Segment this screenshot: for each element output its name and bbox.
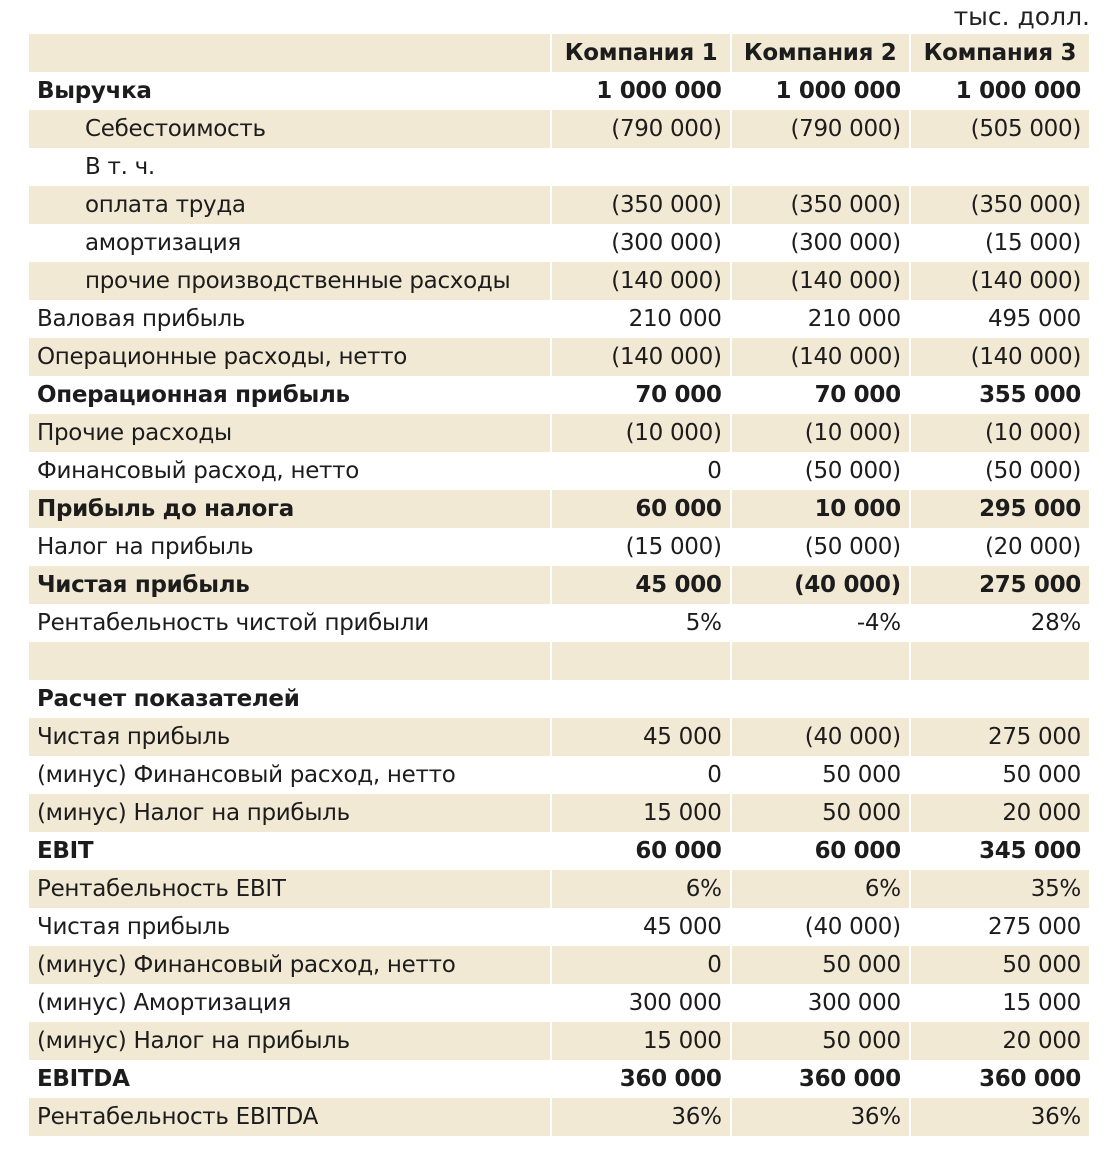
- value-company-1: 360 000: [551, 1060, 730, 1098]
- table-row: [29, 224, 1089, 262]
- value-company-3: (140 000): [910, 338, 1089, 376]
- value-company-1: 70 000: [551, 376, 730, 414]
- value-company-1: 0: [551, 452, 730, 490]
- value-company-2: [731, 642, 910, 680]
- row-label: оплата труда: [29, 186, 551, 224]
- value-company-3: 345 000: [910, 832, 1089, 870]
- value-company-3: [910, 642, 1089, 680]
- table-row: [29, 1060, 1089, 1098]
- value-company-2: 36%: [731, 1098, 910, 1136]
- table-row: [29, 566, 1089, 604]
- table-row: [29, 1098, 1089, 1136]
- row-label: Прочие расходы: [29, 414, 551, 452]
- column-header-company-1: Компания 1: [551, 34, 730, 72]
- row-label: (минус) Финансовый расход, нетто: [29, 756, 551, 794]
- column-header-company-2: Компания 2: [731, 34, 910, 72]
- value-company-3: (10 000): [910, 414, 1089, 452]
- row-label: (минус) Налог на прибыль: [29, 1022, 551, 1060]
- row-label: Расчет показателей: [29, 680, 551, 718]
- value-company-2: 50 000: [731, 794, 910, 832]
- value-company-3: 35%: [910, 870, 1089, 908]
- table-row: [29, 984, 1089, 1022]
- row-label: Валовая прибыль: [29, 300, 551, 338]
- value-company-2: (10 000): [731, 414, 910, 452]
- value-company-1: 210 000: [551, 300, 730, 338]
- value-company-1: 60 000: [551, 832, 730, 870]
- row-label: Финансовый расход, нетто: [29, 452, 551, 490]
- value-company-3: 275 000: [910, 718, 1089, 756]
- value-company-3: (50 000): [910, 452, 1089, 490]
- row-label: Выручка: [29, 72, 551, 110]
- value-company-2: 50 000: [731, 946, 910, 984]
- table-row: [29, 1022, 1089, 1060]
- header-empty-cell: [29, 34, 551, 72]
- table-row: [29, 376, 1089, 414]
- value-company-1: 15 000: [551, 1022, 730, 1060]
- value-company-3: (15 000): [910, 224, 1089, 262]
- table-row: [29, 794, 1089, 832]
- row-label: Рентабельность EBITDA: [29, 1098, 551, 1136]
- value-company-3: (350 000): [910, 186, 1089, 224]
- value-company-1: (300 000): [551, 224, 730, 262]
- table-row: [29, 604, 1089, 642]
- table-row: [29, 680, 1089, 718]
- value-company-2: 1 000 000: [731, 72, 910, 110]
- table-row: [29, 642, 1089, 680]
- value-company-3: 295 000: [910, 490, 1089, 528]
- row-label: амортизация: [29, 224, 551, 262]
- row-label: (минус) Налог на прибыль: [29, 794, 551, 832]
- value-company-3: 355 000: [910, 376, 1089, 414]
- table-row: [29, 718, 1089, 756]
- table-row: [29, 452, 1089, 490]
- row-label: Чистая прибыль: [29, 566, 551, 604]
- row-label: (минус) Финансовый расход, нетто: [29, 946, 551, 984]
- value-company-1: 60 000: [551, 490, 730, 528]
- row-label: Прибыль до налога: [29, 490, 551, 528]
- row-label: EBIT: [29, 832, 551, 870]
- value-company-1: 5%: [551, 604, 730, 642]
- value-company-2: 10 000: [731, 490, 910, 528]
- value-company-2: 60 000: [731, 832, 910, 870]
- table-row: [29, 300, 1089, 338]
- row-label: Операционные расходы, нетто: [29, 338, 551, 376]
- column-header-company-3: Компания 3: [910, 34, 1089, 72]
- unit-label: тыс. долл.: [953, 2, 1090, 31]
- value-company-3: 50 000: [910, 946, 1089, 984]
- value-company-1: (140 000): [551, 262, 730, 300]
- row-label: EBITDA: [29, 1060, 551, 1098]
- value-company-3: 360 000: [910, 1060, 1089, 1098]
- row-label: [29, 642, 551, 680]
- value-company-2: (50 000): [731, 528, 910, 566]
- row-label: Чистая прибыль: [29, 908, 551, 946]
- row-label: Налог на прибыль: [29, 528, 551, 566]
- value-company-2: (50 000): [731, 452, 910, 490]
- row-label: Себестоимость: [29, 110, 551, 148]
- value-company-2: 300 000: [731, 984, 910, 1022]
- value-company-1: [551, 148, 730, 186]
- table-row: [29, 528, 1089, 566]
- value-company-2: (40 000): [731, 718, 910, 756]
- value-company-2: (350 000): [731, 186, 910, 224]
- value-company-3: 20 000: [910, 794, 1089, 832]
- value-company-1: 45 000: [551, 566, 730, 604]
- financial-table: [29, 34, 1089, 1136]
- value-company-3: 36%: [910, 1098, 1089, 1136]
- value-company-3: [910, 680, 1089, 718]
- row-label: Рентабельность чистой прибыли: [29, 604, 551, 642]
- value-company-1: 0: [551, 756, 730, 794]
- value-company-2: 50 000: [731, 1022, 910, 1060]
- value-company-2: (140 000): [731, 338, 910, 376]
- value-company-1: 15 000: [551, 794, 730, 832]
- value-company-1: 45 000: [551, 908, 730, 946]
- table-row: [29, 908, 1089, 946]
- row-label: Чистая прибыль: [29, 718, 551, 756]
- table-row: [29, 756, 1089, 794]
- value-company-3: 495 000: [910, 300, 1089, 338]
- value-company-1: 0: [551, 946, 730, 984]
- value-company-3: (140 000): [910, 262, 1089, 300]
- row-label: Операционная прибыль: [29, 376, 551, 414]
- value-company-1: [551, 680, 730, 718]
- value-company-1: (790 000): [551, 110, 730, 148]
- table-row: [29, 262, 1089, 300]
- value-company-2: 210 000: [731, 300, 910, 338]
- table-row: [29, 148, 1089, 186]
- value-company-3: 28%: [910, 604, 1089, 642]
- value-company-3: (505 000): [910, 110, 1089, 148]
- value-company-2: 6%: [731, 870, 910, 908]
- financial-table-body: [29, 34, 1089, 1136]
- value-company-2: (300 000): [731, 224, 910, 262]
- value-company-2: (40 000): [731, 908, 910, 946]
- value-company-2: (140 000): [731, 262, 910, 300]
- value-company-2: 360 000: [731, 1060, 910, 1098]
- table-header-row: [29, 34, 1089, 72]
- value-company-3: 15 000: [910, 984, 1089, 1022]
- value-company-3: 275 000: [910, 566, 1089, 604]
- value-company-2: 50 000: [731, 756, 910, 794]
- row-label: Рентабельность EBIT: [29, 870, 551, 908]
- value-company-1: 1 000 000: [551, 72, 730, 110]
- value-company-2: (40 000): [731, 566, 910, 604]
- table-row: [29, 832, 1089, 870]
- value-company-3: [910, 148, 1089, 186]
- value-company-2: [731, 148, 910, 186]
- value-company-1: [551, 642, 730, 680]
- row-label: (минус) Амортизация: [29, 984, 551, 1022]
- value-company-1: 36%: [551, 1098, 730, 1136]
- value-company-1: (15 000): [551, 528, 730, 566]
- table-row: [29, 186, 1089, 224]
- value-company-3: 275 000: [910, 908, 1089, 946]
- value-company-1: (350 000): [551, 186, 730, 224]
- row-label: В т. ч.: [29, 148, 551, 186]
- value-company-1: 45 000: [551, 718, 730, 756]
- value-company-2: (790 000): [731, 110, 910, 148]
- value-company-1: 6%: [551, 870, 730, 908]
- value-company-3: 20 000: [910, 1022, 1089, 1060]
- table-row: [29, 110, 1089, 148]
- value-company-2: 70 000: [731, 376, 910, 414]
- value-company-1: (140 000): [551, 338, 730, 376]
- table-row: [29, 490, 1089, 528]
- value-company-1: 300 000: [551, 984, 730, 1022]
- value-company-3: 1 000 000: [910, 72, 1089, 110]
- table-row: [29, 72, 1089, 110]
- value-company-3: 50 000: [910, 756, 1089, 794]
- value-company-3: (20 000): [910, 528, 1089, 566]
- table-row: [29, 870, 1089, 908]
- value-company-1: (10 000): [551, 414, 730, 452]
- table-row: [29, 414, 1089, 452]
- value-company-2: -4%: [731, 604, 910, 642]
- table-row: [29, 338, 1089, 376]
- value-company-2: [731, 680, 910, 718]
- row-label: прочие производственные расходы: [29, 262, 551, 300]
- table-row: [29, 946, 1089, 984]
